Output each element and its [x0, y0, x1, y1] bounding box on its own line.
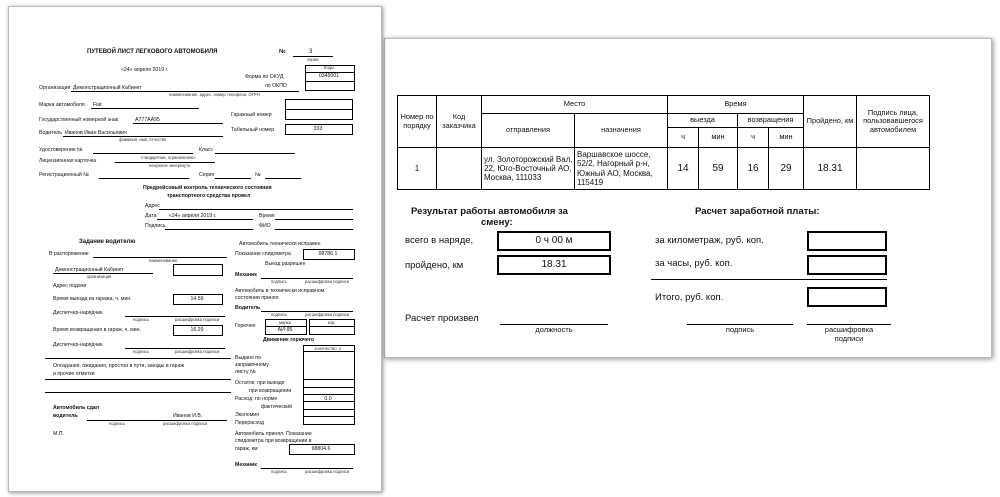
col-exit-h: ч [668, 128, 699, 148]
waybill-date: «24» апреля 2019 г. [121, 67, 169, 73]
col-return-h: ч [738, 128, 769, 148]
disposal-org: Демонстрационный Кабинет [55, 267, 124, 273]
col-destination: назначения [575, 114, 668, 148]
col-place: Место [482, 96, 668, 114]
okpo-field[interactable] [305, 81, 355, 91]
driver-name: Иванов Иван Васильевич [65, 130, 127, 136]
okud-label: Форма по ОКУД [245, 74, 284, 80]
fuel-movement-title: Движение горючего [263, 337, 315, 343]
col-signature: Подпись лица, пользовавшегося автомобилем [857, 96, 930, 148]
decode-caption: расшифровка [824, 325, 874, 334]
route-table [397, 95, 930, 190]
signature-caption: подпись [725, 325, 755, 334]
hour-pay-label: за часы, руб. коп. [655, 258, 733, 269]
org-value: Демонстрационный Кабинет [73, 85, 142, 91]
total-pay-label: Итого, руб. коп. [655, 292, 724, 303]
total-pay-field[interactable] [807, 287, 887, 307]
fuel-code-field[interactable] [309, 326, 355, 335]
position-caption: должность [535, 325, 573, 334]
disposal-code-field[interactable] [173, 264, 223, 276]
col-departure: отправления [482, 114, 575, 148]
total-field[interactable]: 0 ч 00 м [497, 231, 611, 251]
col-number: Номер по порядку [398, 96, 437, 148]
car-brand: Fiat [93, 102, 102, 108]
calc-by-label: Расчет произвел [405, 313, 479, 324]
result-title-2: смену: [481, 217, 513, 228]
col-return-min: мин [769, 128, 804, 148]
table-row: 1 ул. Золоторожский Вал, 22, Юго-Восточный АО, Москва, 111033 Варшавское шоссе, 52/2, Нагорный р-н, Южный АО, Москва, 115419 14 59 16 29 18.31 [398, 148, 930, 190]
passed-field[interactable]: 18.31 [497, 255, 611, 275]
codes-header: Коды [323, 65, 335, 70]
task-title: Задание водителю [79, 239, 136, 245]
fuel-norm-value: 0.0 [324, 396, 332, 402]
number-label: № [279, 49, 286, 55]
passed-label: пройдено, км [405, 260, 464, 271]
waybill-back-page [384, 38, 992, 358]
decode-caption-2: подписи [834, 334, 864, 343]
col-time: Время [668, 96, 804, 114]
km-pay-label: за километраж, руб. коп. [655, 235, 764, 246]
total-label: всего в наряде, [405, 235, 474, 246]
tech-control-title: Предрейсовый контроль технического состояния [143, 185, 272, 191]
col-exit: выезда [668, 114, 738, 128]
col-exit-min: мин [699, 128, 738, 148]
document-title: ПУТЕВОЙ ЛИСТ ЛЕГКОВОГО АВТОМОБИЛЯ [87, 49, 218, 55]
col-return: возвращения [738, 114, 804, 128]
waybill-front-page: ПУТЕВОЙ ЛИСТ ЛЕГКОВОГО АВТОМОБИЛЯ № 3 серия «24» апреля 2019 г. Коды 0345001 Форма по ОКУД по ОКПО Организация Демонстрационный Кабинет наименование, адрес, номер телефона, ОГРН Марка автомобиля Fiat Гаражный номер Государственный номерной знак А777АА95 Табельный номер 333 Водитель Иванов Иван Васильевич фамилия, имя, отчество Удостоверение № Класс Лицензионная карточка стандартная, ограниченная ненужное зачеркнуть Регистрационный № Серия № Предрейсовый контроль технического состояния транспортного средства провел Адрес Дата «24» апреля 2019 г. Время Подпись ФИО Задание водителю В распоряжение наименование Демонстрационный Кабинет организация Адрес подачи Время выезда из гаража, ч. мин. 14.59 Диспетчер-нарядчик подпись расшифровка подписи Время возвращения в гараж, ч. мин. 16.29 Диспетчер-нарядчик подпись расшифровка подписи Опоздания, ожидания, простои в пути, заезды в гараж и прочие отметки Автомобиль сдал водитель Иванов И.В. подпись расшифровка подписи М.П. Автомобиль технически исправен Показание спидометра 98786.1 Выезд разрешен Механик подпись расшифровка подписи Автомобиль в технически исправном состоянии принял Водитель подпись расшифровка подписи Горючее марка АИ-95 код Движение горючего количество, л 0.0 Выдано по заправочному листу № Остаток: при выезде при возвращении Расход: по норме фактический Экономия Перерасход Автомобиль принял. Показание спидометра при возвращении в гараж, км 98804.6 Механик подпись расшифровка подписи [8, 6, 382, 492]
waybill-number: 3 [309, 49, 313, 55]
col-customer-code: Код заказчика [437, 96, 482, 148]
okpo-label: по ОКПО [265, 83, 287, 89]
hour-pay-field[interactable] [807, 255, 887, 275]
col-distance: Пройдено, км [804, 96, 857, 148]
result-title: Результат работы автомобиля за [411, 206, 568, 217]
fuel-table [303, 345, 355, 425]
km-pay-field[interactable] [807, 231, 887, 251]
reg-plate: А777АА95 [135, 117, 160, 123]
garage-number-field[interactable] [285, 109, 353, 120]
salary-title: Расчет заработной платы: [695, 206, 820, 217]
divider [651, 279, 887, 280]
